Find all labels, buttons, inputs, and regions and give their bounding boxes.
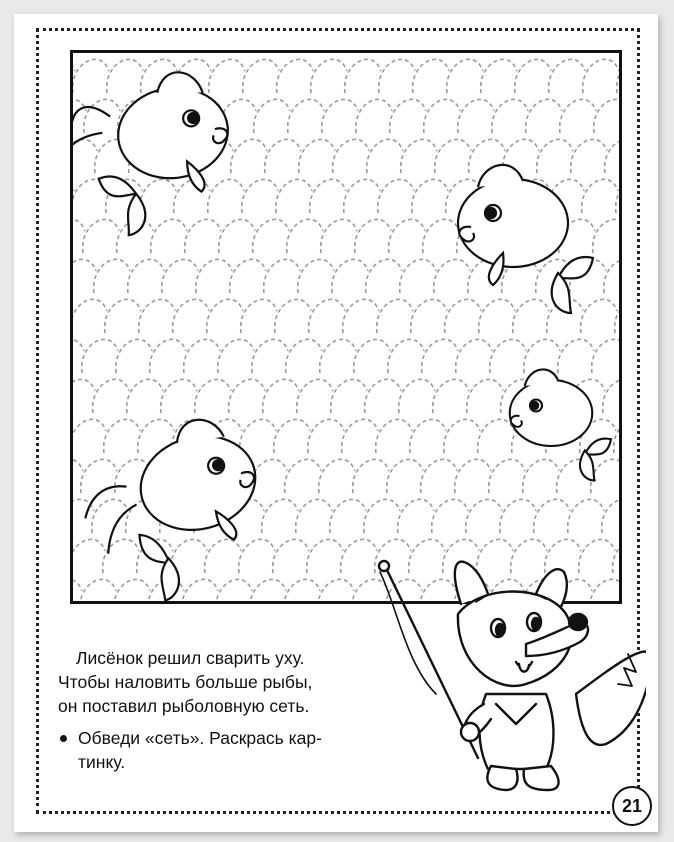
- task-line-2: тинку.: [78, 752, 126, 772]
- task-line-1: Обведи «сеть». Раскрась кар-: [78, 728, 322, 748]
- fox-illustration: [366, 544, 646, 804]
- net-canvas: [73, 53, 622, 604]
- instruction-text: [58, 646, 404, 774]
- fish-icon: [458, 165, 593, 313]
- page-number-badge: [612, 786, 652, 826]
- task-item: [58, 726, 404, 750]
- story-line-1: Лисёнок решил сварить уху.: [76, 648, 305, 668]
- page-number: 21: [621, 795, 643, 816]
- net-row[interactable]: [73, 299, 622, 333]
- workbook-page: [14, 14, 658, 832]
- task-line-2-wrap: [58, 750, 404, 774]
- fishing-net-panel: [70, 50, 622, 604]
- net-row[interactable]: [73, 59, 622, 93]
- fish-icon: [73, 409, 281, 604]
- net-row[interactable]: [73, 339, 622, 373]
- story-line-2: Чтобы наловить больше рыбы,: [58, 672, 313, 692]
- fish-icon: [510, 369, 611, 480]
- story-line-3: он поставил рыболовную сеть.: [58, 696, 310, 716]
- net-row[interactable]: [73, 259, 622, 293]
- fish-icon: [73, 66, 241, 243]
- bullet-icon: [60, 735, 67, 742]
